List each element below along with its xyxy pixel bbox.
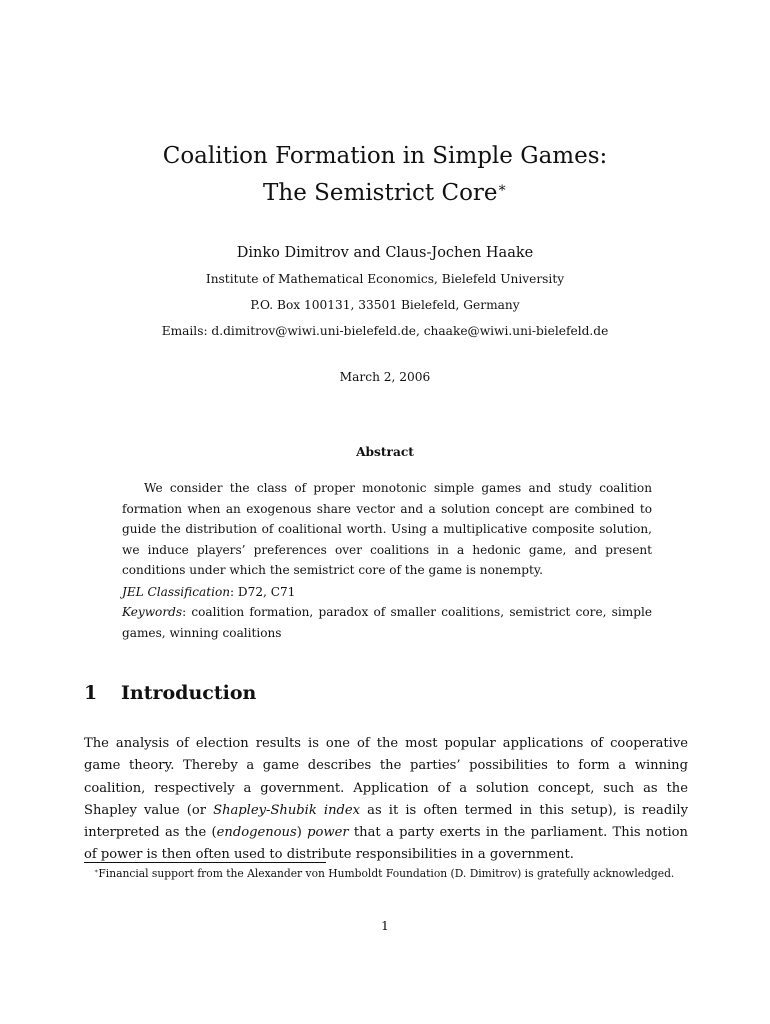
footnote: [84, 865, 688, 882]
footnote-mark: ∗: [94, 867, 99, 876]
keywords-value: : coalition formation, paradox of smaller coalitions, semistrict core, simple games, winning coalitions: [122, 605, 652, 640]
intro-text-part1: The analysis of election results is one of the most popular applications of cooperative game theory. Thereby a game describes the parties’ possibilities to form a winning coalition, respectively a government. Application of a solution concept, such as the Shapley value (or: [84, 736, 688, 818]
paper-date: March 2, 2006: [339, 370, 431, 384]
affiliation: Institute of Mathematical Economics, Bielefeld University: [205, 272, 565, 286]
jel-value: : D72, C71: [230, 585, 296, 599]
section-title: Introduction: [121, 682, 257, 704]
title-footnote-mark: ∗: [497, 179, 507, 196]
intro-paragraph: [84, 733, 688, 867]
paper-title-line2-text: The Semistrict Core: [263, 180, 498, 206]
page-number: 1: [381, 918, 389, 933]
abstract-heading: Abstract: [356, 445, 414, 459]
intro-text-part4: that a party exerts in the parliament. This notion of power is then often used to distribute responsibilities in a government.: [84, 825, 688, 863]
authors: Dinko Dimitrov and Claus-Jochen Haake: [236, 245, 534, 261]
intro-text-part2: as it is often termed in this setup), is readily interpreted as the (: [84, 802, 688, 841]
section-number: 1: [84, 682, 98, 704]
keywords: [122, 602, 652, 643]
intro-emphasis-power: power: [307, 825, 349, 841]
footnote-text: Financial support from the Alexander von Humboldt Foundation (D. Dimitrov) is gratefully acknowledged.: [98, 867, 675, 880]
paper-title-line1: Coalition Formation in Simple Games:: [162, 143, 608, 169]
intro-emphasis-shapley-shubik: Shapley-Shubik index: [213, 802, 361, 818]
postal-address: P.O. Box 100131, 33501 Bielefeld, Germany: [250, 298, 520, 312]
footnote-rule: [84, 862, 326, 863]
paper-title-line2: [0, 179, 770, 207]
jel-classification: [122, 582, 652, 603]
intro-emphasis-endogenous: endogenous: [216, 825, 297, 841]
author-emails: Emails: d.dimitrov@wiwi.uni-bielefeld.de, chaake@wiwi.uni-bielefeld.de: [161, 324, 609, 338]
keywords-label: Keywords: [122, 605, 183, 619]
abstract-text: We consider the class of proper monotonic simple games and study coalition formation when an exogenous share vector and a solution concept are combined to guide the distribution of coalitional worth. Using a multiplicative composite solution, we induce players’ preferences over coalitions in a hedonic game, and present conditions under which the semistrict core of the game is nonempty.: [122, 481, 652, 577]
jel-label: JEL Classification: [122, 585, 231, 599]
intro-text-part3: ): [296, 825, 308, 841]
